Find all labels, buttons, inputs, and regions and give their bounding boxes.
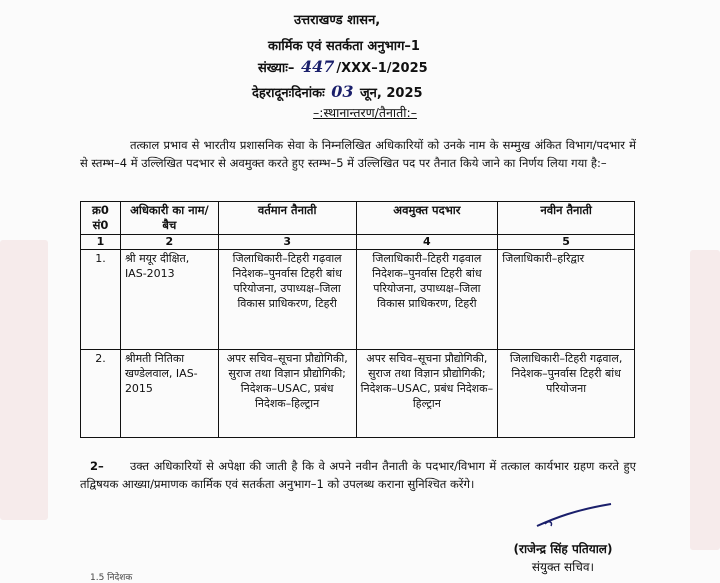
cell-new: जिलाधिकारी–हरिद्वार [498, 250, 635, 350]
table-row [81, 250, 635, 350]
watermark-bar-left [0, 240, 48, 520]
column-number-row [81, 235, 635, 250]
cell-relieved: जिलाधिकारी–टिहरी गढ़वाल निदेशक–पुनर्वास टिहरी बांध परियोजना, उपाध्यक्ष–जिला विकास प्राधिकरण, टिहरी [356, 250, 498, 350]
col-number: 4 [356, 235, 498, 250]
cell-current: अपर सचिव–सूचना प्रौद्योगिकी, सुराज तथा विज्ञान प्रौद्योगिकी; निदेशक–USAC, प्रबंध निदेशक–हिल्ट्रान [218, 350, 356, 438]
issue-date [252, 82, 423, 101]
signatory-name: (राजेन्द्र सिंह पतियाल) [513, 542, 613, 556]
col-header-sno: क्र0 सं0 [81, 202, 121, 235]
col-number: 2 [120, 235, 218, 250]
signature-scribble [535, 500, 615, 530]
intro-paragraph: तत्काल प्रभाव से भारतीय प्रशासनिक सेवा के निम्नलिखित अधिकारियों को उनके नाम के सम्मुख अंकित विभाग/पदभार में से स्तम्भ–4 में उल्लिखित पदभार से अवमुक्त करते हुए स्तम्भ–5 में उल्लिखित पद पर तैनात किये जाने का निर्णय लिया गया है:– [80, 138, 636, 170]
date-label: देहरादूनःदिनांकः [252, 86, 325, 101]
col-header-relieved: अवमुक्त पदभार [356, 202, 498, 235]
col-number: 5 [498, 235, 635, 250]
date-suffix: जून, 2025 [360, 86, 423, 101]
cell-officer: श्रीमती नितिका खण्डेलवाल, IAS-2015 [120, 350, 218, 438]
cell-sno: 1. [81, 250, 121, 350]
cell-current: जिलाधिकारी–टिहरी गढ़वाल निदेशक–पुनर्वास टिहरी बांध परियोजना, उपाध्यक्ष–जिला विकास प्राधिकरण, टिहरी [218, 250, 356, 350]
reference-suffix: /XXX–1/2025 [336, 61, 428, 76]
cell-officer: श्री मयूर दीक्षित, IAS-2013 [120, 250, 218, 350]
reference-number [258, 57, 428, 76]
subject-heading: –:स्थानान्तरण/तैनाती:– [313, 105, 417, 120]
cell-relieved: अपर सचिव–सूचना प्रौद्योगिकी, सुराज तथा विज्ञान प्रौद्योगिकी; निदेशक–USAC, प्रबंध निदेशक–हिल्ट्रान [356, 350, 498, 438]
reference-label: संख्याः– [258, 61, 295, 76]
para2-number: 2– [90, 459, 104, 473]
transfer-table [80, 201, 635, 438]
watermark-bar-right [690, 250, 720, 550]
col-header-new: नवीन तैनाती [498, 202, 635, 235]
col-header-current: वर्तमान तैनाती [218, 202, 356, 235]
col-header-officer: अधिकारी का नाम/बैच [120, 202, 218, 235]
col-number: 1 [81, 235, 121, 250]
table-header-row [81, 202, 635, 235]
date-handwritten: 03 [331, 82, 354, 101]
cell-sno: 2. [81, 350, 121, 438]
col-number: 3 [218, 235, 356, 250]
cut-off-text: 1.5 निदेशक [90, 573, 133, 583]
reference-handwritten: 447 [300, 57, 335, 76]
signatory-designation: संयुक्त सचिव। [531, 560, 595, 574]
header-line-2: कार्मिक एवं सतर्कता अनुभाग–1 [268, 39, 420, 54]
header-line-1: उत्तराखण्ड शासन, [294, 13, 381, 28]
para2-text: उक्त अधिकारियों से अपेक्षा की जाती है कि वे अपने नवीन तैनाती के पदभार/विभाग में तत्काल कार्यभार ग्रहण करते हुए तद्विषयक आख्या/प्रमाणक कार्मिक एवं सतर्कता अनुभाग–1 को उपलब्ध कराना सुनिश्चित करेंगे। [80, 459, 636, 491]
cell-new: जिलाधिकारी–टिहरी गढ़वाल, निदेशक–पुनर्वास टिहरी बांध परियोजना [498, 350, 635, 438]
table-row [81, 350, 635, 438]
